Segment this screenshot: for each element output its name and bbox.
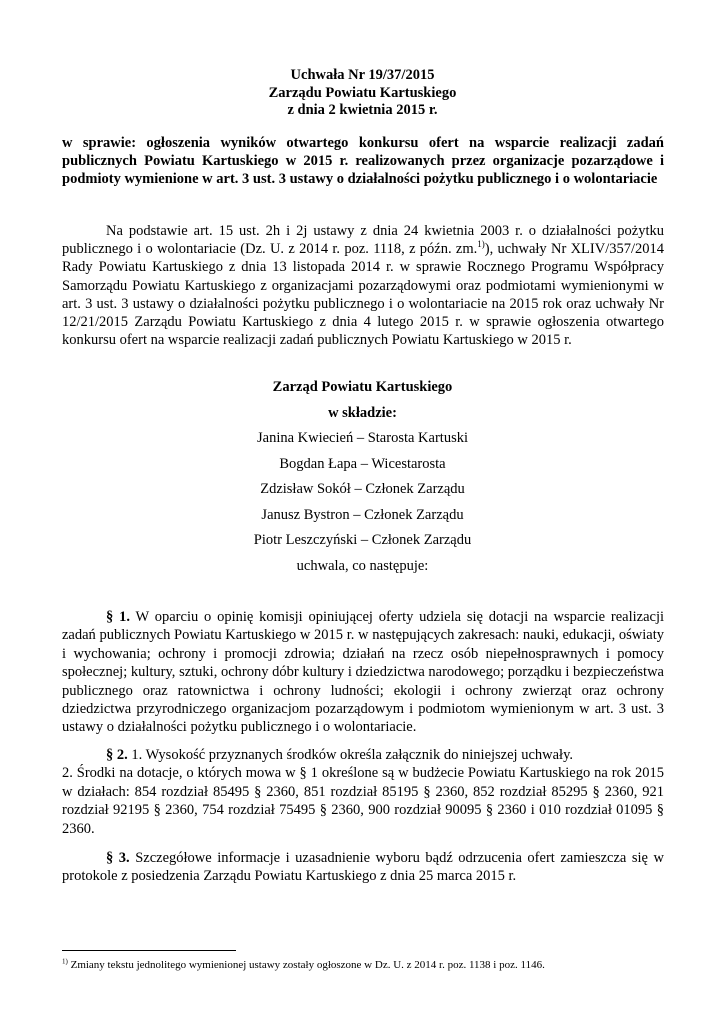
footnote — [62, 958, 664, 972]
footnote-reference: 1) — [477, 239, 485, 250]
legal-basis-text-2: ), uchwały Nr XLIV/357/2014 Rady Powiatu Kartuskiego z dnia 13 listopada 2014 r. w sprawie Rocznego Programu Współpracy Samorządu Powiatu Kartuskiego z organizacjami pozarządowymi oraz podmiotami wymienionymi w art. 3 ust. 3 ustawy o działalności pożytku publicznego i o wolontariacie na 2015 rok oraz uchwały Nr 12/21/2015 Zarządu Powiatu Kartuskiego z dnia 4 lutego 2015 r. w sprawie ogłoszenia otwartego konkursu ofert na wsparcie realizacji zadań publicznych Powiatu Kartuskiego w 2015 r. — [62, 241, 665, 349]
board-member: Zdzisław Sokół – Członek Zarządu — [260, 481, 465, 497]
section-2-text-1: 1. Wysokość przyznanych środków określa załącznik do niniejszej uchwały. — [127, 747, 574, 763]
section-1-text: W oparciu o opinię komisji opiniującej oferty udziela się dotacji na wsparcie realizacji zadań publicznych Powiatu Kartuskiego w 2015 r. w następujących zakresach: nauki, edukacji, oświaty i wychowania; ochrony i promocji zdrowia; działań na rzecz osób niepełnosprawnych i pomocy społecznej; kultury, sztuki, ochrony dóbr kultury i dziedzictwa narodowego; porządku i bezpieczeństwa publicznego oraz ratownictwa i ochrony ludności; ekologii i ochrony zwierząt oraz ochrony dziedzictwa przyrodniczego organizacjom pozarządowym i podmiotom wymienionym w art. 3 ust. 3 ustawy o działalności pożytku publicznego i o wolontariacie. — [62, 609, 665, 736]
resolution-title: Uchwała Nr 19/37/2015 — [290, 67, 435, 83]
footnote-marker: 1) — [62, 957, 68, 966]
section-2-mark: § 2. — [106, 747, 128, 763]
legal-basis-text-1: Na podstawie art. 15 ust. 2h i 2j ustawy z dnia 24 kwietnia 2003 r. o działalności pożytku publicznego i o wolontariacie (Dz. U. z 2014 r. poz. 1118, z późn. zm. — [62, 223, 664, 258]
resolution-header — [0, 67, 725, 120]
legal-basis-paragraph — [62, 222, 664, 349]
section-2 — [62, 746, 664, 838]
resolution-date: z dnia 2 kwietnia 2015 r. — [287, 102, 438, 118]
board-member: Janusz Bystron – Członek Zarządu — [261, 506, 464, 523]
section-1-mark: § 1. — [106, 609, 130, 625]
board-composition — [0, 378, 725, 582]
section-2-point-2: 2. Środki na dotacje, o których mowa w § 1 określone są w budżecie Powiatu Kartuskiego na rok 2015 w działach: 854 rozdział 85495 § 2360, 851 rozdział 85195 § 2360, 852 rozdział 85295 § 2360, 921 rozdział 92195 § 2360, 754 rozdział 75495 § 2360, 900 rozdział 90095 § 2360 i 010 rozdział 01095 § 2360. — [62, 765, 664, 837]
board-member: Bogdan Łapa – Wicestarosta — [279, 455, 446, 472]
section-1 — [62, 608, 664, 737]
section-3-mark: § 3. — [106, 850, 130, 866]
resolution-subject: w sprawie: ogłoszenia wyników otwartego konkursu ofert na wsparcie realizacji zadań publicznych Powiatu Kartuskiego w 2015 r. realizowanych przez organizacje pozarządowe i podmioty wymienione w art. 3 ust. 3 ustawy o działalności pożytku publicznego i o wolontariacie — [62, 135, 664, 187]
board-member: Piotr Leszczyński – Członek Zarządu — [253, 532, 472, 548]
board-title: Zarząd Powiatu Kartuskiego — [272, 379, 453, 395]
board-closing: uchwala, co następuje: — [296, 557, 429, 574]
resolution-issuer: Zarządu Powiatu Kartuskiego — [268, 84, 457, 101]
footnote-text: Zmiany tekstu jednolitego wymienionej ustawy zostały ogłoszone w Dz. U. z 2014 r. poz. 1138 i poz. 1146. — [67, 959, 545, 971]
section-3 — [62, 849, 664, 886]
section-2-point-1 — [62, 746, 664, 764]
section-3-text: Szczegółowe informacje i uzasadnienie wyboru bądź odrzucenia ofert zamieszcza się w protokole z posiedzenia Zarządu Powiatu Kartuskiego z dnia 25 marca 2015 r. — [62, 850, 664, 885]
board-member: Janina Kwiecień – Starosta Kartuski — [256, 430, 468, 446]
footnote-separator — [62, 950, 236, 951]
board-composition-label: w składzie: — [328, 404, 397, 421]
